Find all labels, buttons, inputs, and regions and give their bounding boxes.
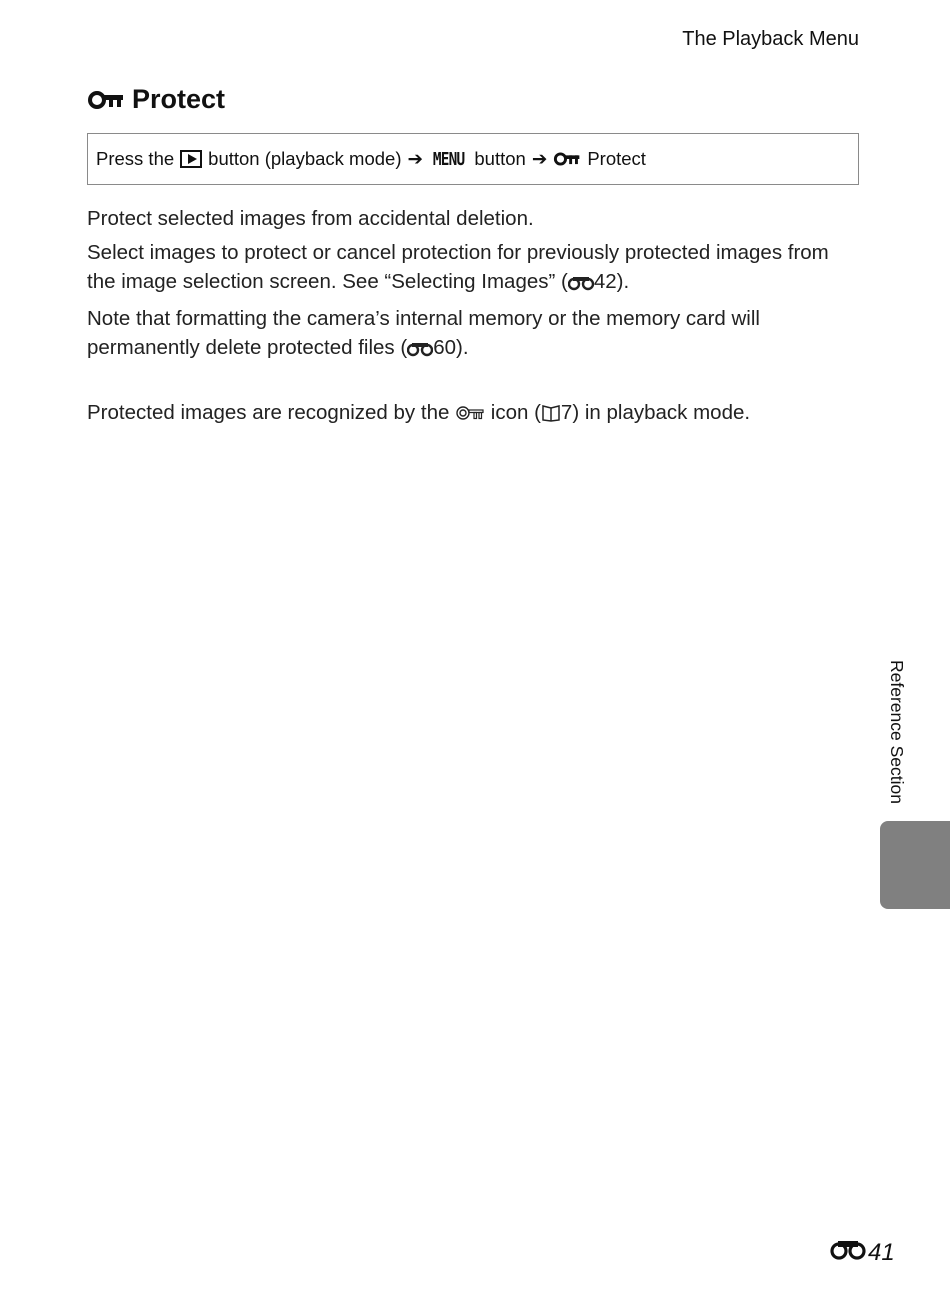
reference-section-icon	[407, 336, 433, 365]
paragraph	[87, 398, 847, 430]
paragraph-text: Note that formatting the camera’s internal memory or the memory card will permanently delete protected files (	[87, 307, 760, 359]
paragraph	[87, 204, 847, 233]
menu-path-box	[87, 133, 859, 185]
page-reference: 42	[593, 270, 617, 293]
arrow-right-icon: ➔	[407, 148, 424, 169]
key-protect-icon	[88, 89, 124, 111]
side-tab-label: Reference Section	[887, 660, 907, 804]
body-text	[87, 204, 847, 435]
side-tab	[880, 821, 950, 909]
menu-button-label: MENU	[432, 148, 465, 170]
paragraph	[87, 304, 847, 365]
page-number	[830, 1238, 895, 1267]
menu-path-prefix: Press the	[96, 148, 175, 169]
page-reference: 7	[560, 401, 573, 424]
paragraph-text: ).	[456, 336, 469, 359]
protected-image-icon	[455, 401, 485, 430]
running-header: The Playback Menu	[682, 28, 859, 50]
arrow-right-icon: ➔	[531, 148, 548, 169]
reference-section-icon	[830, 1238, 866, 1267]
section-heading	[88, 84, 225, 115]
menu-path-playback-text: button (playback mode)	[208, 148, 402, 169]
page-reference: 60	[433, 336, 457, 359]
playback-button-icon	[180, 150, 202, 168]
page-number-text: 41	[868, 1238, 895, 1266]
menu-path-final-label: Protect	[587, 148, 646, 169]
book-reference-icon	[541, 401, 561, 430]
paragraph-text: icon (	[490, 401, 541, 424]
paragraph-text: Protected images are recognized by the	[87, 401, 450, 424]
key-protect-icon	[553, 151, 581, 167]
reference-section-icon	[568, 270, 594, 299]
paragraph	[87, 238, 847, 299]
paragraph-text: ) in playback mode.	[572, 401, 751, 424]
paragraph-text: Select images to protect or cancel protection for previously protected images from the image selection screen. See “Selecting Images” (	[87, 241, 829, 293]
section-title: Protect	[132, 84, 226, 114]
menu-path-button-text: button	[474, 148, 526, 169]
paragraph-text: Protect selected images from accidental deletion.	[87, 207, 534, 230]
paragraph-text: ).	[616, 270, 630, 293]
